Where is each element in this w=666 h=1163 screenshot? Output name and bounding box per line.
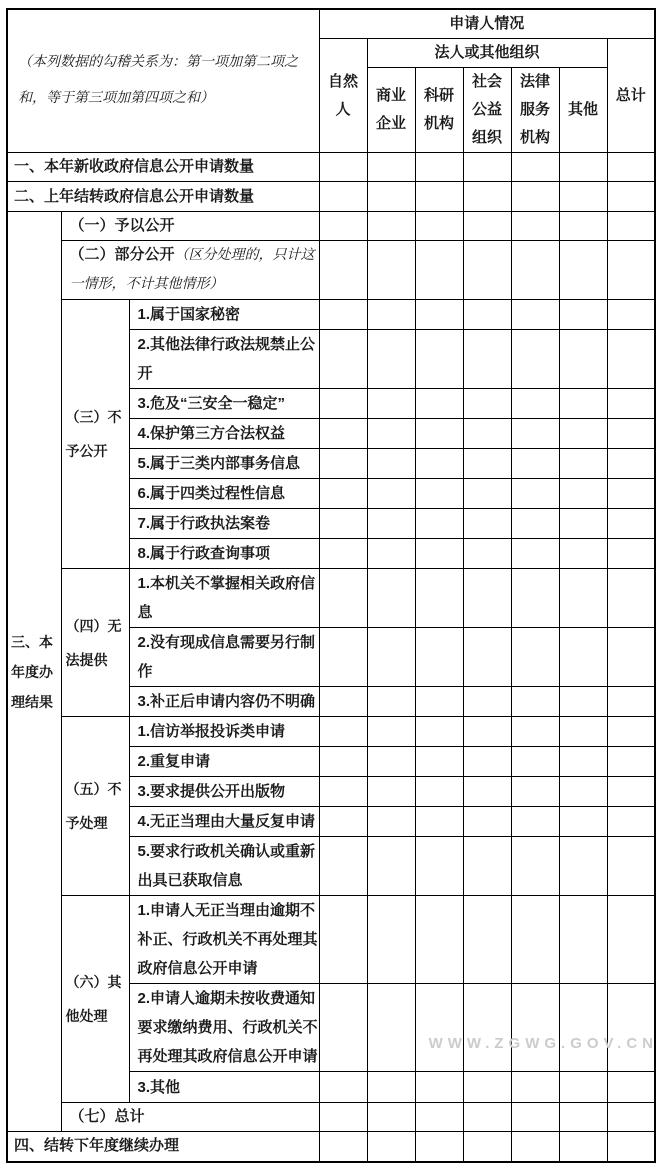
section-label-results: 三、本年度办理结果 <box>7 212 61 1132</box>
data-cell <box>607 419 655 449</box>
data-cell <box>367 241 415 300</box>
data-cell <box>367 628 415 687</box>
data-cell <box>607 747 655 777</box>
data-cell <box>415 687 463 717</box>
data-cell <box>415 241 463 300</box>
header-applicant-title: 申请人情况 <box>319 9 655 39</box>
data-cell <box>511 1132 559 1162</box>
subsection-label-not-processed: （五）不予处理 <box>61 717 129 896</box>
data-cell <box>511 509 559 539</box>
table-row <box>7 717 655 747</box>
data-cell <box>319 1103 367 1132</box>
data-cell <box>415 777 463 807</box>
data-cell <box>319 569 367 628</box>
report-table <box>6 8 656 1163</box>
row-label-carry-forward: 四、结转下年度继续办理 <box>7 1132 319 1162</box>
data-cell <box>319 300 367 330</box>
data-cell <box>511 717 559 747</box>
data-cell <box>415 1103 463 1132</box>
data-cell <box>463 896 511 984</box>
data-cell <box>367 153 415 182</box>
data-cell <box>559 569 607 628</box>
data-cell <box>607 837 655 896</box>
column-header-other: 其他 <box>559 68 607 153</box>
data-cell <box>607 389 655 419</box>
data-cell <box>511 241 559 300</box>
data-cell <box>463 569 511 628</box>
data-cell <box>415 628 463 687</box>
data-cell <box>559 419 607 449</box>
data-cell <box>607 330 655 389</box>
watermark: WWW.ZGWG.GOV.CN <box>428 1035 658 1052</box>
table-row <box>7 1132 655 1162</box>
subsection-partial-note: （区分处理的，只计这一情形，不计其他情形） <box>69 248 315 292</box>
data-cell <box>463 1132 511 1162</box>
data-cell <box>367 717 415 747</box>
data-cell <box>463 330 511 389</box>
data-cell <box>559 241 607 300</box>
data-cell <box>559 984 607 1072</box>
table-row <box>7 153 655 182</box>
data-cell <box>367 419 415 449</box>
subsection-label-refused: （三）不予公开 <box>61 300 129 569</box>
data-cell <box>319 807 367 837</box>
data-cell <box>463 241 511 300</box>
item-cell: 1.信访举报投诉类申请 <box>129 717 319 747</box>
data-cell <box>511 777 559 807</box>
data-cell <box>319 449 367 479</box>
data-cell <box>415 1072 463 1103</box>
data-cell <box>559 539 607 569</box>
header-note: （本列数据的勾稽关系为：第一项加第二项之和，等于第三项加第四项之和） <box>7 9 319 153</box>
subsection-label-other-handling: （六）其他处理 <box>61 896 129 1103</box>
data-cell <box>511 1103 559 1132</box>
data-cell <box>319 509 367 539</box>
data-cell <box>607 300 655 330</box>
data-cell <box>559 479 607 509</box>
data-cell <box>607 569 655 628</box>
data-cell <box>607 807 655 837</box>
table-row <box>7 182 655 212</box>
data-cell <box>415 389 463 419</box>
item-cell: 2.重复申请 <box>129 747 319 777</box>
table-row <box>7 300 655 330</box>
data-cell <box>607 1072 655 1103</box>
data-cell <box>463 153 511 182</box>
data-cell <box>559 389 607 419</box>
data-cell <box>607 449 655 479</box>
data-cell <box>319 1132 367 1162</box>
data-cell <box>463 747 511 777</box>
column-header-legal-org: 法人或其他组织 <box>367 39 607 68</box>
data-cell <box>415 300 463 330</box>
data-cell <box>511 896 559 984</box>
data-cell <box>415 449 463 479</box>
item-cell: 2.其他法律行政法规禁止公开 <box>129 330 319 389</box>
data-cell <box>367 777 415 807</box>
data-cell <box>559 449 607 479</box>
data-cell <box>607 628 655 687</box>
data-cell <box>511 330 559 389</box>
data-cell <box>511 747 559 777</box>
data-cell <box>463 777 511 807</box>
column-header-social-welfare: 社会公益组织 <box>463 68 511 153</box>
data-cell <box>367 449 415 479</box>
data-cell <box>559 1132 607 1162</box>
data-cell <box>559 717 607 747</box>
data-cell <box>415 837 463 896</box>
data-cell <box>559 1103 607 1132</box>
item-cell: 8.属于行政查询事项 <box>129 539 319 569</box>
data-cell <box>367 182 415 212</box>
item-cell: 4.保护第三方合法权益 <box>129 419 319 449</box>
table-row <box>7 212 655 241</box>
item-cell: 6.属于四类过程性信息 <box>129 479 319 509</box>
data-cell <box>319 182 367 212</box>
data-cell <box>559 1072 607 1103</box>
data-cell <box>367 747 415 777</box>
column-header-research: 科研机构 <box>415 68 463 153</box>
data-cell <box>415 747 463 777</box>
data-cell <box>463 419 511 449</box>
data-cell <box>511 182 559 212</box>
data-cell <box>511 569 559 628</box>
data-cell <box>463 687 511 717</box>
data-cell <box>511 389 559 419</box>
data-cell <box>319 777 367 807</box>
data-cell <box>463 807 511 837</box>
data-cell <box>319 717 367 747</box>
data-cell <box>463 1072 511 1103</box>
data-cell <box>415 479 463 509</box>
data-cell <box>559 509 607 539</box>
data-cell <box>367 569 415 628</box>
data-cell <box>511 984 559 1072</box>
item-cell: 3.补正后申请内容仍不明确 <box>129 687 319 717</box>
data-cell <box>415 539 463 569</box>
data-cell <box>511 212 559 241</box>
data-cell <box>463 389 511 419</box>
item-cell: 1.属于国家秘密 <box>129 300 319 330</box>
data-cell <box>607 984 655 1072</box>
table-row <box>7 241 655 300</box>
data-cell <box>463 837 511 896</box>
data-cell <box>607 1103 655 1132</box>
column-header-legal-service: 法律服务机构 <box>511 68 559 153</box>
subsection-label-subtotal: （七）总计 <box>61 1103 319 1132</box>
table-row <box>7 1103 655 1132</box>
data-cell <box>559 777 607 807</box>
data-cell <box>415 896 463 984</box>
data-cell <box>559 687 607 717</box>
data-cell <box>415 330 463 389</box>
data-cell <box>607 182 655 212</box>
data-cell <box>367 896 415 984</box>
data-cell <box>511 837 559 896</box>
data-cell <box>367 479 415 509</box>
data-cell <box>511 539 559 569</box>
row-label-carried-over: 二、上年结转政府信息公开申请数量 <box>7 182 319 212</box>
item-cell: 5.属于三类内部事务信息 <box>129 449 319 479</box>
subsection-label-granted: （一）予以公开 <box>61 212 319 241</box>
data-cell <box>319 896 367 984</box>
data-cell <box>415 509 463 539</box>
data-cell <box>367 509 415 539</box>
item-cell: 1.本机关不掌握相关政府信息 <box>129 569 319 628</box>
data-cell <box>559 896 607 984</box>
data-cell <box>559 330 607 389</box>
data-cell <box>415 569 463 628</box>
data-cell <box>367 330 415 389</box>
column-header-natural-person: 自然人 <box>319 39 367 153</box>
data-cell <box>415 153 463 182</box>
data-cell <box>463 300 511 330</box>
item-cell: 3.要求提供公开出版物 <box>129 777 319 807</box>
data-cell <box>559 628 607 687</box>
data-cell <box>511 1072 559 1103</box>
subsection-partial-label: （二）部分公开 <box>69 246 175 263</box>
data-cell <box>559 153 607 182</box>
column-header-business: 商业企业 <box>367 68 415 153</box>
item-cell: 5.要求行政机关确认或重新出具已获取信息 <box>129 837 319 896</box>
data-cell <box>559 747 607 777</box>
data-cell <box>415 212 463 241</box>
data-cell <box>463 479 511 509</box>
data-cell <box>367 837 415 896</box>
item-cell: 2.没有现成信息需要另行制作 <box>129 628 319 687</box>
data-cell <box>415 807 463 837</box>
data-cell <box>607 212 655 241</box>
data-cell <box>367 1072 415 1103</box>
item-cell: 3.其他 <box>129 1072 319 1103</box>
data-cell <box>415 717 463 747</box>
item-cell: 1.申请人无正当理由逾期不补正、行政机关不再处理其政府信息公开申请 <box>129 896 319 984</box>
data-cell <box>367 807 415 837</box>
item-cell: 2.申请人逾期未按收费通知要求缴纳费用、行政机关不再处理其政府信息公开申请 <box>129 984 319 1072</box>
subsection-label-partial <box>61 241 319 300</box>
data-cell <box>319 539 367 569</box>
data-cell <box>511 479 559 509</box>
item-cell: 3.危及“三安全一稳定” <box>129 389 319 419</box>
data-cell <box>367 687 415 717</box>
data-cell <box>463 539 511 569</box>
data-cell <box>607 777 655 807</box>
item-cell: 7.属于行政执法案卷 <box>129 509 319 539</box>
data-cell <box>607 479 655 509</box>
data-cell <box>607 241 655 300</box>
data-cell <box>319 687 367 717</box>
data-cell <box>319 479 367 509</box>
data-cell <box>367 300 415 330</box>
subsection-label-unavailable: （四）无法提供 <box>61 569 129 717</box>
row-label-new-requests: 一、本年新收政府信息公开申请数量 <box>7 153 319 182</box>
data-cell <box>367 1103 415 1132</box>
data-cell <box>463 984 511 1072</box>
table-row <box>7 896 655 984</box>
data-cell <box>463 212 511 241</box>
data-cell <box>511 628 559 687</box>
data-cell <box>319 984 367 1072</box>
data-cell <box>463 628 511 687</box>
item-cell: 4.无正当理由大量反复申请 <box>129 807 319 837</box>
data-cell <box>319 419 367 449</box>
data-cell <box>559 837 607 896</box>
data-cell <box>367 539 415 569</box>
column-header-total: 总计 <box>607 39 655 153</box>
data-cell <box>319 153 367 182</box>
data-cell <box>511 449 559 479</box>
data-cell <box>463 717 511 747</box>
data-cell <box>415 1132 463 1162</box>
data-cell <box>511 300 559 330</box>
data-cell <box>607 539 655 569</box>
data-cell <box>319 330 367 389</box>
data-cell <box>511 807 559 837</box>
data-cell <box>319 628 367 687</box>
header-row-1 <box>7 9 655 39</box>
data-cell <box>319 241 367 300</box>
data-cell <box>319 1072 367 1103</box>
data-cell <box>367 1132 415 1162</box>
data-cell <box>607 717 655 747</box>
data-cell <box>559 212 607 241</box>
data-cell <box>463 509 511 539</box>
data-cell <box>319 212 367 241</box>
data-cell <box>319 837 367 896</box>
data-cell <box>319 747 367 777</box>
data-cell <box>463 449 511 479</box>
data-cell <box>559 300 607 330</box>
data-cell <box>511 153 559 182</box>
data-cell <box>607 509 655 539</box>
data-cell <box>607 896 655 984</box>
data-cell <box>367 984 415 1072</box>
data-cell <box>415 182 463 212</box>
data-cell <box>463 182 511 212</box>
table-row <box>7 569 655 628</box>
data-cell <box>415 984 463 1072</box>
data-cell <box>463 1103 511 1132</box>
data-cell <box>511 419 559 449</box>
data-cell <box>607 687 655 717</box>
data-cell <box>511 687 559 717</box>
data-cell <box>367 389 415 419</box>
data-cell <box>607 1132 655 1162</box>
data-cell <box>559 807 607 837</box>
data-cell <box>319 389 367 419</box>
data-cell <box>367 212 415 241</box>
data-cell <box>415 419 463 449</box>
data-cell <box>559 182 607 212</box>
data-cell <box>607 153 655 182</box>
